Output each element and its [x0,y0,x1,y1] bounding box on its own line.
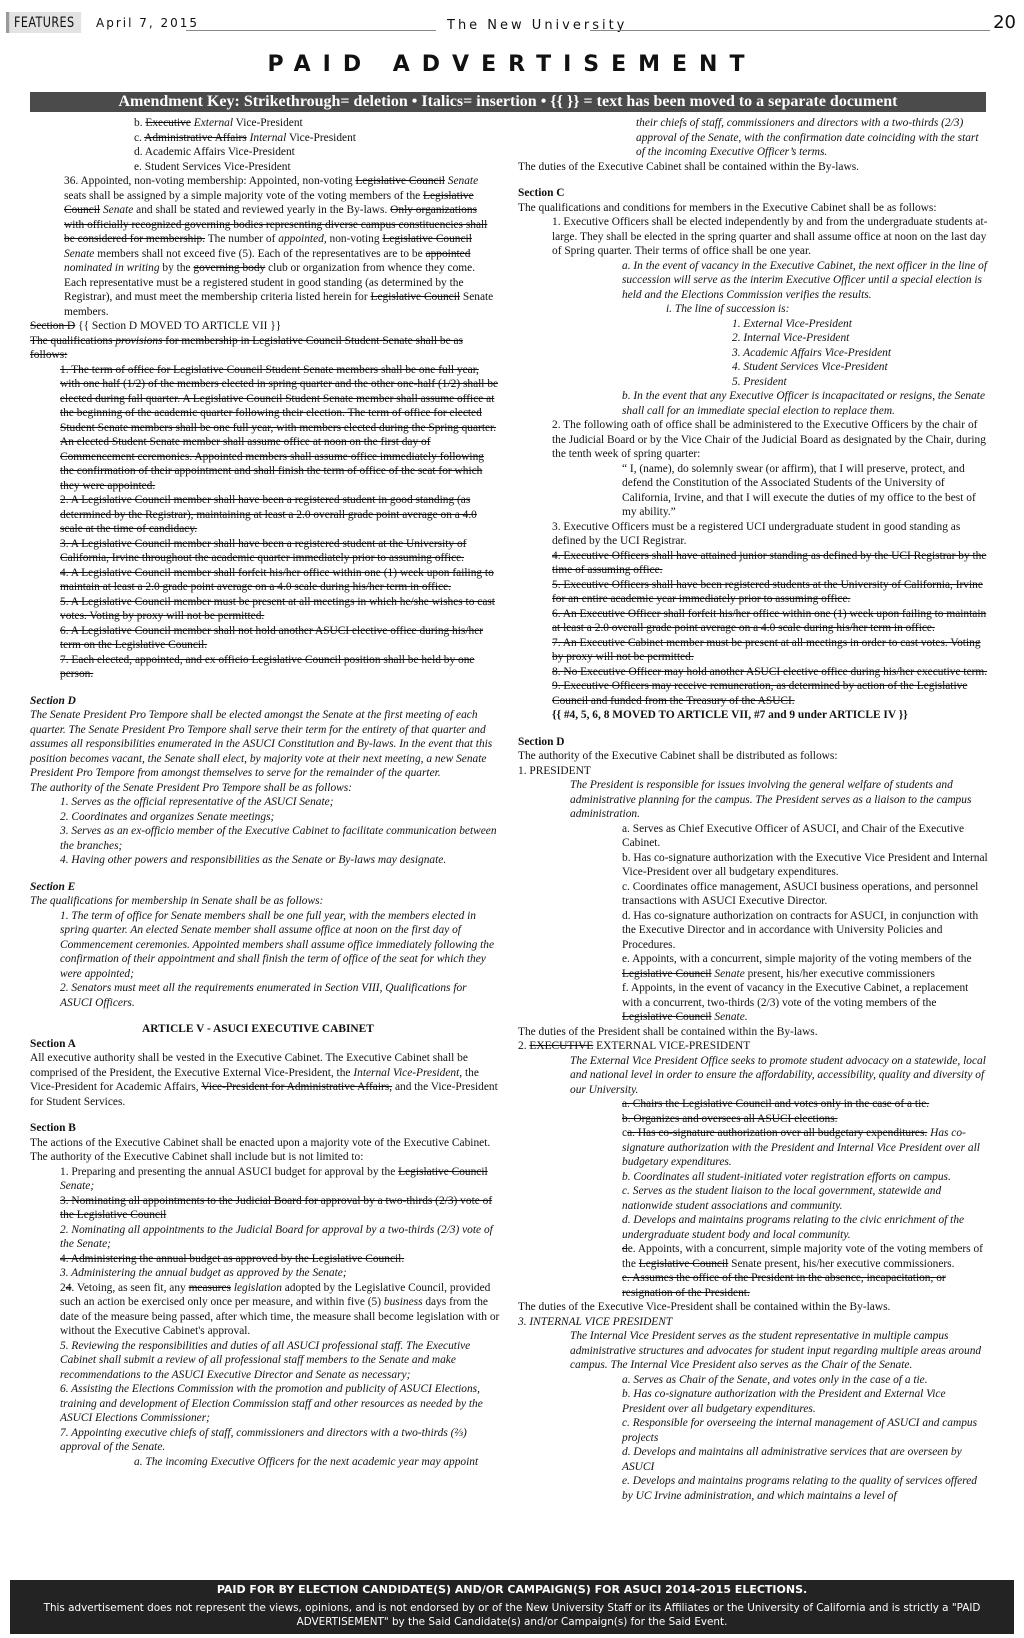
inserted-text: 2. Senators must meet all the requirements enumerated in Section VIII, Qualifications for ASUCI Officers. [60,982,467,1009]
paper-name: The New University [447,18,628,33]
inserted-text: Senate [102,204,134,216]
inserted-text: Section D [30,694,76,707]
right-paragraph [518,1445,988,1474]
deleted-text: 8. No Executive Officer may hold another ASUCI elective office during his/her executive term. [552,665,988,678]
deleted-text: 2. A Legislative Council member shall have been a registered student in good standing (as determined by the Registrar), maintaining at least a 2.0 overall grade point average on a 4.0 scale at the time of candidacy. [60,494,477,535]
right-paragraph [518,679,988,708]
left-paragraph [30,145,500,160]
inserted-text: c. Serves as the student liaison to the local government, statewide and nationwide student associations and community. [622,1185,942,1212]
deleted-text: Legislative Council [370,291,461,303]
right-paragraph [518,331,988,346]
body-text: {{ #4, 5, 6, 8 MOVED TO ARTICLE VII, #7 and 9 under ARTICLE IV }} [552,709,908,721]
left-paragraph [30,894,500,909]
right-paragraph [518,1126,988,1170]
body-text: e. Student Services Vice-President [134,160,291,173]
left-paragraph [30,537,500,566]
right-paragraph [518,1474,988,1503]
left-paragraph [30,880,500,895]
body-text: Section C [518,187,565,199]
body-text: . Vetoing, as seen fit, any [71,1281,189,1294]
body-text: The qualifications and conditions for members in the Executive Cabinet shall be as follows: [518,201,937,214]
paid-for-line: PAID FOR BY ELECTION CANDIDATE(S) AND/OR CAMPAIGN(S) FOR ASUCI 2014-2015 ELECTIONS. [216,1583,808,1596]
disclaimer-footer [10,1580,1014,1634]
body-text: 36. Appointed, non-voting membership: Appointed, non-voting [64,175,356,187]
body-text: 1. Preparing and presenting the annual ASUCI budget for approval by the [60,1165,399,1178]
inserted-text: 3. Serves as an ex-officio member of the Executive Cabinet to facilitate communication between the branches; [60,825,497,852]
inserted-text: nominated in writing [64,262,160,274]
body-text: the Vice-President for Academic Affairs, [30,1066,479,1093]
left-paragraph [30,624,500,653]
deleted-text: 4 [65,1281,72,1294]
right-paragraph [518,1416,988,1445]
right-paragraph [518,723,988,735]
deleted-text: 5. Executive Officers shall have been registered students at the University of California, Irvine for an entire academic year immediately prior to assuming office. [552,578,983,605]
left-paragraph [30,1109,500,1121]
right-paragraph [518,851,988,880]
right-paragraph [518,778,988,822]
right-paragraph [518,708,988,723]
body-text: The actions of the Executive Cabinet shall be enacted upon a majority vote of the Executive Cabinet. The authority of the Executive Cabinet shall include but is not limited to: [30,1136,491,1163]
right-paragraph [518,302,988,317]
inserted-text: their chiefs of staff, commissioners and directors with a two-thirds (2/3) approval of the Senate, with the confirmation date coinciding with the start of the incoming Executive Officer’s terms. [636,117,979,158]
inserted-text: Has co-signature authorization with the President and Internal Vice President over all budgetary expenditures. [622,1127,980,1168]
right-paragraph [518,880,988,909]
inserted-text: d. Develops and maintains all administrative services that are overseen by ASUCI [622,1446,962,1473]
inserted-text: Senate [447,175,479,187]
inserted-text: 1. External Vice-President [732,317,852,330]
body-text: 2. [518,1040,530,1052]
left-paragraph [30,1136,500,1165]
inserted-text: 3. Academic Affairs Vice-President [732,346,892,359]
left-paragraph [30,824,500,853]
deleted-text: 7. Each elected, appointed, and ex officio Legislative Council position shall be held by one person. [60,653,475,680]
right-paragraph [518,1097,988,1112]
left-paragraph [30,1194,500,1223]
left-paragraph [30,566,500,595]
right-paragraph [518,1112,988,1127]
inserted-text: c. Responsible for overseeing the internal management of ASUCI and campus projects [622,1417,978,1444]
right-paragraph [518,1329,988,1373]
body-text: 2. The following oath of office shall be administered to the Executive Officers by the chair of the Judicial Board or by the Vice Chair of the Judicial Board as designated by the Chair, during the tenth week of spring quarter: [552,419,986,460]
masthead-rule-right [590,30,990,31]
body-text: members shall not exceed five (5). Each of the representatives are to be [94,247,426,260]
deleted-text: Section D [30,320,76,332]
body-text: a. Serves as Chief Executive Officer of ASUCI, and Chair of the Executive Cabinet. [622,822,965,849]
amendment-key-bar: Amendment Key: Strikethrough= deletion • Italics= insertion • {{ }} = text has been moved to a separate document [30,92,986,112]
body-text: 2 [60,1281,66,1294]
body-text: e. Appoints, with a concurrent, simple majority vote of the voting members of the [622,1243,983,1270]
body-text: ARTICLE V - ASUCI EXECUTIVE CABINET [142,1023,374,1035]
right-paragraph [518,1170,988,1185]
inserted-text: 1. Serves as the official representative of the ASUCI Senate; [60,796,334,808]
deleted-text: Executive [145,117,191,129]
inserted-text: b. Has co-signature authorization with the President and External Vice President over all budgetary expenditures. [622,1388,946,1415]
deleted-text: Legislative Council [638,1257,729,1270]
right-paragraph [518,578,988,607]
disclaimer-text: This advertisement does not represent the views, opinions, and is not endorsed by or of the New University Staff or its Affiliates or the University of California and is strictly a "PAID ADVERTISEMENT" by the Said Candidate(s) and/or Campaign(s) for the Said Event. [43,1602,981,1628]
inserted-text: Internal Vice-President, [353,1066,463,1079]
deleted-text: 7. An Executive Cabinet member must be present at all meetings in order to cast votes. Voting by proxy will not be permitted. [552,636,981,663]
deleted-text: provisions [115,334,163,347]
right-paragraph [518,174,988,186]
left-paragraph [30,1382,500,1426]
left-paragraph [30,493,500,537]
left-paragraph [30,319,500,334]
left-paragraph [30,1037,500,1052]
body-text: The duties of the President shall be contained within the By-laws. [518,1025,818,1038]
inserted-text: The President is responsible for issues involving the general welfare of students and administrative planning for the campus. The President serves as a liaison to the campus administration. [570,779,972,820]
deleted-text: appointed [425,247,471,260]
body-text: The number of [205,233,279,245]
deleted-text: EXECUTIVE [529,1040,594,1052]
body-text: c. [134,131,145,144]
inserted-text: External [193,117,234,129]
right-paragraph [518,1315,988,1330]
deleted-text: 4. Executive Officers shall have attained junior standing as defined by the UCI Registrar by the time of assuming office. [552,549,987,576]
page-number: 20 [993,12,1016,33]
inserted-text: a. The incoming Executive Officers for the next academic year may appoint [134,1455,479,1468]
left-paragraph [30,795,500,810]
inserted-text: a. In the event of vacancy in the Executive Cabinet, the next officer in the line of succession will serve as the interim Executive Officer until a special election is held and the Elections Commission verifies the results. [622,259,987,301]
right-paragraph [518,1184,988,1213]
right-paragraph [518,1271,988,1300]
body-text: Section A [30,1037,76,1050]
right-paragraph [518,952,988,981]
inserted-text: 2. Nominating all appointments to the Judicial Board for approval by a two-thirds (2/3) vote of the Senate; [60,1223,493,1250]
right-paragraph [518,549,988,578]
body-text: d. Has co-signature authorization on contracts for ASUCI, in conjunction with the Executive Director and in accordance with University Policies and Procedures. [622,909,979,951]
right-paragraph [518,360,988,375]
body-text: {{ Section D MOVED TO ARTICLE VII }} [75,320,282,332]
body-text: “ I, (name), do solemnly swear (or affirm), that I will preserve, protect, and defend the Constitution of the Associated Students of the University of California, Irvine, and that I will execute the duties of my office to the best of my ability.” [622,462,976,518]
left-paragraph [30,810,500,825]
right-paragraph [518,116,988,160]
right-paragraph [518,909,988,953]
inserted-text: d. Develops and maintains programs relating to the civic enrichment of the undergraduate student body and local community. [622,1214,965,1241]
right-paragraph [518,1242,988,1271]
deleted-text: Legislative Council [382,233,472,245]
inserted-text: b. In the event that any Executive Officer is incapacitated or resigns, the Senate shall call for an immediate special election to replace them. [622,390,986,417]
inserted-text: 6. Assisting the Elections Commission with the promotion and publicity of ASUCI Elections, training and development of Election Commission staff and other resources as needed by the ASUCI Elections Commissioner; [60,1383,483,1424]
body-text: Vice-President [286,131,356,144]
deleted-text: b. Organizes and oversees all ASUCI elections. [622,1112,838,1125]
deleted-text: 3. Nominating all appointments to the Judicial Board for approval by a two-thirds (2/3) vote of the Legislative Council [60,1194,493,1221]
body-text: by the [159,262,194,274]
body-text: b. [134,117,146,129]
body-text: club or organization from whence they come. Each representative must be a registered student in good standing (as determined by the Registrar), and must meet the membership criteria listed herein for [64,262,476,303]
right-paragraph [518,607,988,636]
inserted-text: business [383,1296,423,1308]
body-text: 1. PRESIDENT [518,764,591,777]
inserted-text: 5. Reviewing the responsibilities and duties of all ASUCI professional staff. The Executive Cabinet shall submit a review of all professional staff members to the Senate and make recommendations to the ASUCI Executive Director and Senate as necessary; [60,1339,471,1381]
left-paragraph [30,174,500,319]
body-text: Vice-President [233,117,303,129]
body-text: adopted by the Legislative Council, provided such an action be exercised only once per measure, and within five (5) [60,1281,491,1308]
left-paragraph [30,595,500,624]
body-text: Section B [30,1122,76,1134]
right-paragraph [518,418,988,462]
inserted-text: 3. INTERNAL VICE PRESIDENT [518,1315,673,1328]
left-paragraph [30,334,500,363]
left-paragraph [30,116,500,131]
right-paragraph [518,317,988,332]
inserted-text: Senate [64,247,95,260]
deleted-text: 5. A Legislative Council member must be present at all meetings in which he/she wishes to cast votes. Voting by proxy will not be permitted. [60,595,495,622]
left-paragraph [30,1426,500,1455]
inserted-text: appointed, [278,233,327,245]
inserted-text: Senate. [714,1011,748,1023]
body-text: The duties of the Executive Vice-President shall be contained within the By-laws. [518,1301,891,1313]
body-text: b. Has co-signature authorization with the Executive Vice President and Internal Vice-President over all budgetary expenditures. [622,851,988,878]
body-text: non-voting [326,233,383,245]
right-paragraph [518,822,988,851]
body-text: Section D [518,735,565,748]
inserted-text: Senate [714,967,745,980]
inserted-text: 3. Administering the annual budget as approved by the Senate; [60,1267,347,1279]
deleted-text: 4. A Legislative Council member shall forfeit his/her office within one (1) week upon failing to maintain at least a 2.0 grade point average on a 4.0 scale during his/her term in office. [60,566,494,593]
deleted-text: 6. A Legislative Council member shall not hold another ASUCI elective office during his/her term on the Legislative Council. [60,624,484,651]
inserted-text: Senate; [60,1180,95,1192]
body-text: d. Academic Affairs Vice-President [134,146,295,158]
left-column [30,116,500,1469]
deleted-text: d [622,1243,628,1255]
body-text: EXTERNAL VICE-PRESIDENT [593,1040,751,1052]
inserted-text: legislation [233,1281,282,1294]
right-paragraph [518,259,988,303]
deleted-text: a. Has co-signature authorization over all budgetary expenditures. [627,1127,928,1139]
left-paragraph [30,981,500,1010]
left-paragraph [30,1051,500,1109]
right-paragraph [518,749,988,764]
inserted-text: Section E [30,880,76,893]
deleted-text: measures [188,1281,231,1294]
left-paragraph [30,1339,500,1383]
inserted-text: The Internal Vice President serves as the student representative in multiple campus administrative structures and advocates for student input regarding multiple areas around campus. The Internal Vice President also serves as the Chair of the Senate. [570,1330,982,1371]
deleted-text: a. Chairs the Legislative Council and votes only in the case of a tie. [622,1098,930,1110]
left-paragraph [30,1455,500,1470]
deleted-text: 6. An Executive Officer shall forfeit his/her office within one (1) week upon failing to maintain at least a 2.0 overall grade point average on a 4.0 scale during his/her term in office. [552,607,987,634]
right-paragraph [518,520,988,549]
body-text: The duties of the Executive Cabinet shall be contained within the By-laws. [518,160,859,173]
left-paragraph [30,1165,500,1194]
body-text: The authority of the Executive Cabinet shall be distributed as follows: [518,750,838,762]
right-paragraph [518,636,988,665]
right-paragraph [518,201,988,216]
left-paragraph [30,909,500,982]
inserted-text: Internal [249,131,287,144]
issue-date: April 7, 2015 [96,16,200,30]
deleted-text: governing body [193,262,266,274]
section-label: FEATURES [6,12,81,33]
right-paragraph [518,186,988,201]
deleted-text: Administrative Affairs [144,131,247,144]
right-paragraph [518,375,988,390]
right-paragraph [518,1387,988,1416]
right-paragraph [518,764,988,779]
left-paragraph [30,363,500,494]
right-paragraph [518,1025,988,1040]
body-text: days from the date of the measure being passed, after which time, the measure shall become legislation with or without the Executive Cabinet's approval. [60,1296,500,1337]
right-paragraph [518,1039,988,1054]
body-text: c. Coordinates office management, ASUCI business operations, and personnel transactions with ASUCI Executive Director. [622,880,979,907]
deleted-text: Only organizations with officially recognized governing bodies representing diverse campus constituencies shall be considered for membership. [64,204,488,245]
right-paragraph [518,1373,988,1388]
left-paragraph [30,653,500,682]
inserted-text: 2. Internal Vice-President [732,332,850,344]
right-paragraph [518,665,988,680]
body-text: f. Appoints, in the event of vacancy in the Executive Cabinet, a replacement with a concurrent, two-thirds (2/3) vote of the voting members of the [622,982,969,1009]
masthead [0,6,1024,32]
left-paragraph [30,1252,500,1267]
deleted-text: Legislative Council [622,967,712,980]
deleted-text: Legislative Council [622,1011,712,1023]
left-paragraph [30,694,500,709]
body-text: and shall be stated and reviewed yearly in the By-laws. [133,204,391,216]
body-text: e. Appoints, with a concurrent, simple majority of the voting members of the [622,953,972,965]
left-paragraph [30,131,500,146]
inserted-text: e. Develops and maintains programs relating to the quality of services offered by UC Irvine administration, and which maintains a level of [622,1475,977,1502]
deleted-text: The qualifications [30,334,116,347]
body-text: Senate members. [64,291,494,318]
inserted-text: The Senate President Pro Tempore shall be elected amongst the Senate at the first meeting of each quarter. The Senate President Pro Tempore shall serve their term for the entirety of that quarter and assumes all responsibilities enumerated in the ASUCI Constitution and By-laws. In the event that this position becomes vacant, the Senate shall elect, by majority vote at their next meeting, a new Senate President Pro Tempore from amongst themselves to serve for the remainder of the quarter. [30,709,493,779]
inserted-text: The qualifications for membership in Senate shall be as follows: [30,895,324,907]
right-paragraph [518,160,988,175]
deleted-text: 1. The term of office for Legislative Council Student Senate members shall be one full year, with one half (1/2) of the members elected in spring quarter and the other one-half (1/2) shall be elected during fall quarter. A Legislative Council Student Senate member shall assume office at the beginning of the academic quarter following their election. The term of office for elected Student Senate members shall be one full year, with members elected during the Spring quarter. An elected Student Senate member shall assume office at noon on the first day of Commencement ceremonies. Appointed members shall assume office immediately following the confirmation of their appointment and shall finish the term of office of the seat for which they were appointed. [60,363,499,492]
deleted-text: 4. Administering the annual budget as approved by the Legislative Council. [60,1252,405,1265]
inserted-text: The authority of the Senate President Pro Tempore shall be as follows: [30,781,352,794]
body-text: All executive authority shall be vested in the Executive Cabinet. The Executive Cabinet shall be comprised of the President, the Executive External Vice-President, the [30,1052,468,1079]
right-column [518,116,988,1503]
deleted-text: e. Assumes the office of the President in the absence, incapacitation, or resignation of the President. [622,1272,946,1299]
body-text: present, his/her executive commissioners [744,967,935,980]
deleted-text: 3. A Legislative Council member shall have been a registered student at the University of California, Irvine throughout the academic quarter immediately prior to assuming office. [60,537,467,564]
body-text: c [622,1127,628,1139]
left-paragraph [30,781,500,796]
body-text: seats shall be assigned by a simple majority vote of the voting members of the [64,189,424,202]
inserted-text: a. Serves as Chair of the Senate, and votes only in the case of a tie. [622,1373,928,1386]
inserted-text: 5. President [732,375,787,388]
right-paragraph [518,1054,988,1098]
deleted-text: Legislative Council [355,175,445,187]
body-text: 3. Executive Officers must be a registered UCI undergraduate student in good standing as defined by the UCI Registrar. [552,520,961,547]
left-paragraph [30,1010,500,1022]
deleted-text: Legislative Council [64,189,474,216]
right-paragraph [518,462,988,520]
inserted-text: 4. Student Services Vice-President [732,361,888,373]
deleted-text: 9. Executive Officers may receive remuneration, as determined by action of the Legislative Council and funded from the Treasury of the ASUCI. [552,680,968,707]
deleted-text: for membership in Legislative Council Student Senate shall be as follows: [30,334,463,361]
left-paragraph [30,1223,500,1252]
body-text: and the Vice-President for Student Services. [30,1081,498,1108]
left-paragraph [30,708,500,781]
inserted-text: The External Vice President Office seeks to promote student advocacy on a statewide, local and national level in order to ensure the affordability, accessibility, quality and diversity of our University. [570,1054,986,1096]
masthead-rule-left [186,30,436,31]
right-paragraph [518,346,988,361]
left-paragraph [30,868,500,880]
right-paragraph [518,1300,988,1315]
inserted-text: 4. Having other powers and responsibilities as the Senate or By-laws may designate. [60,854,447,866]
inserted-text: 2. Coordinates and organizes Senate meetings; [60,810,275,823]
right-paragraph [518,981,988,1025]
inserted-text: b. Coordinates all student-initiated voter registration efforts on campus. [622,1170,951,1183]
left-paragraph [30,1281,500,1339]
deleted-text: Legislative Council [398,1165,488,1178]
left-paragraph [30,682,500,694]
body-text: 1. Executive Officers shall be elected independently by and from the undergraduate students at-large. They shall be elected in the spring quarter and shall assume office at noon on the last day of Spring quarter. Their terms of office shall be one year. [552,216,988,257]
left-paragraph [30,853,500,868]
paid-advertisement-banner: PAID ADVERTISEMENT [267,52,757,77]
right-paragraph [518,1213,988,1242]
left-paragraph [30,160,500,175]
deleted-text: Vice-President for Administrative Affairs, [201,1081,393,1093]
left-paragraph [30,1022,500,1037]
body-text: Senate present, his/her executive commissioners. [728,1257,955,1270]
inserted-text: i. The line of succession is: [666,303,790,315]
left-paragraph [30,1266,500,1281]
right-paragraph [518,735,988,750]
left-paragraph [30,1121,500,1136]
inserted-text: 7. Appointing executive chiefs of staff, commissioners and directors with a two-thirds (⅔) approval of the Senate. [60,1426,467,1453]
right-paragraph [518,215,988,259]
right-paragraph [518,389,988,418]
inserted-text: 1. The term of office for Senate members shall be one full year, with the members elected in spring quarter. An elected Senate member shall assume office at noon on the first day of Commencement ceremonies. Appointed members shall assume office immediately following the confirmation of their appointment and shall finish the term of office of the seat for which they were appointed; [60,909,495,980]
